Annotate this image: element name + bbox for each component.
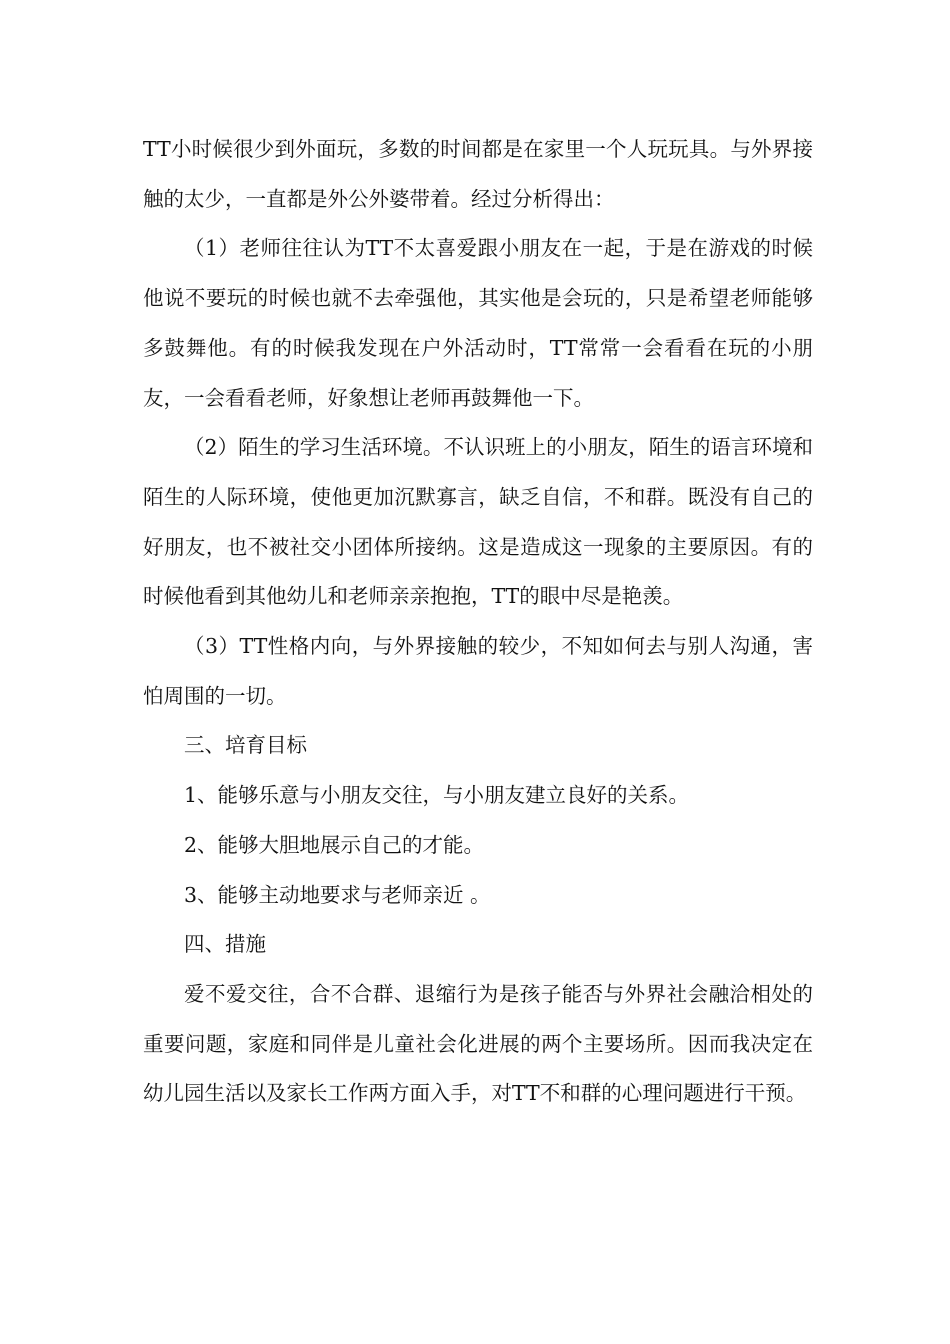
paragraph-background: TT小时候很少到外面玩，多数的时间都是在家里一个人玩玩具。与外界接触的太少，一直都是外公外婆带着。经过分析得出： [143, 137, 813, 211]
paragraph-measures: 爱不爱交往，合不合群、退缩行为是孩子能否与外界社会融洽相处的重要问题，家庭和同伴是儿童社会化进展的两个主要场所。因而我决定在幼儿园生活以及家长工作两方面入手，对TT不和群的心理问题进行干预。 [143, 981, 813, 1106]
paragraph-analysis-3: （3）TT性格内向，与外界接触的较少，不知如何去与别人沟通，害怕周围的一切。 [143, 634, 813, 708]
section-heading-measures: 四、措施 [184, 932, 266, 957]
paragraph-analysis-2: （2）陌生的学习生活环境。不认识班上的小朋友，陌生的语言环境和陌生的人际环境，使他更加沉默寡言，缺乏自信，不和群。既没有自己的好朋友，也不被社交小团体所接纳。这是造成这一现象的主要原因。有的时候他看到其他幼儿和老师亲亲抱抱，TT的眼中尽是艳羡。 [143, 435, 813, 609]
paragraph-analysis-1: （1）老师往往认为TT不太喜爱跟小朋友在一起，于是在游戏的时候他说不要玩的时候也就不去牵强他，其实他是会玩的，只是希望老师能够多鼓舞他。有的时候我发现在户外活动时，TT常常一会看看在玩的小朋友，一会看看老师，好象想让老师再鼓舞他一下。 [143, 236, 813, 410]
document-body [143, 125, 813, 1119]
goal-item-1: 1、能够乐意与小朋友交往，与小朋友建立良好的关系。 [184, 783, 690, 808]
goal-item-3: 3、能够主动地要求与老师亲近 。 [184, 882, 491, 907]
section-heading-goals: 三、培育目标 [184, 733, 307, 758]
goal-item-2: 2、能够大胆地展示自己的才能。 [184, 832, 485, 857]
